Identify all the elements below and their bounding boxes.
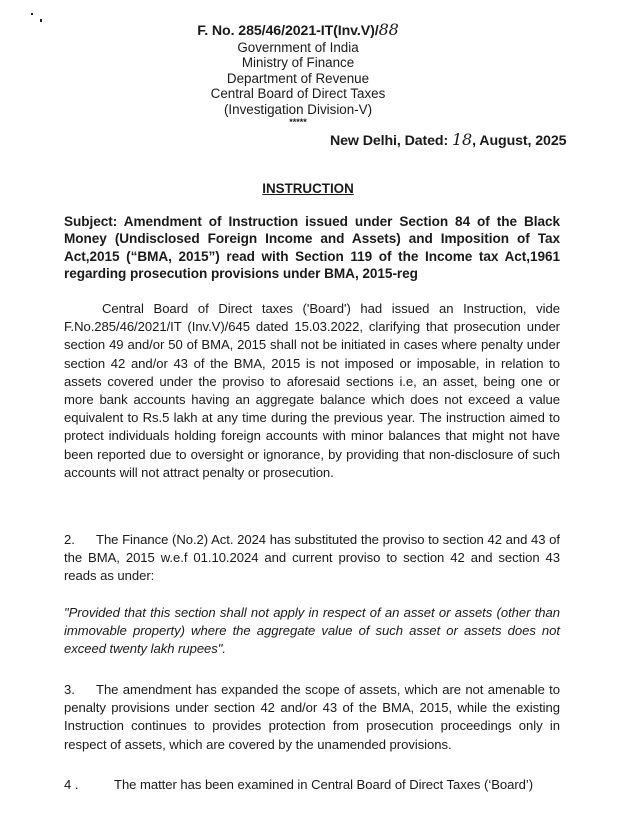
paragraph-1: Central Board of Direct taxes ('Board') had issued an Instruction, vide F.No.285/46/2021/IT (Inv.V)/645 dated 15.03.2022, clarifying that prosecution under section 49 and/or 50 of BMA, 2015 shall not be initiated in cases where penalty under section 42 and/or 43 of the BMA, 2015 is not imposed or imposable, in relation to assets covered under the proviso to aforesaid sections i.e, an asset, being one or more bank accounts having an aggregate balance which does not exceed a value equivalent to Rs.5 lakh at any time during the previous year. The instruction aimed to protect individuals holding foreign accounts with minor balances that might not have been reported due to oversight or ignorance, by providing that non-disclosure of such accounts will not attract penalty or prosecution. bbox=[64, 301, 560, 480]
letterhead-line-government: Government of India bbox=[237, 39, 359, 55]
scan-speck bbox=[40, 19, 42, 22]
paragraph-3: 3. The amendment has expanded the scope of assets, which are not amenable to penalty provisions under section 42 and/or 43 of the BMA, 2015, while the existing Instruction continues to provides protection from prosecution proceedings only in respect of assets, which are covered by the unamended provisions. bbox=[64, 682, 560, 752]
handwritten-file-number: 88 bbox=[378, 20, 399, 39]
letterhead-line-division: (Investigation Division-V) bbox=[223, 101, 373, 117]
letterhead-line-ministry: Ministry of Finance bbox=[241, 55, 355, 71]
letterhead bbox=[150, 22, 446, 127]
letterhead-line-board: Central Board of Direct Taxes bbox=[210, 86, 386, 102]
separator-stars: ***** bbox=[289, 116, 307, 127]
handwritten-day: 18 bbox=[451, 130, 473, 149]
paragraph-number: 2. bbox=[64, 532, 75, 547]
file-number: F. No. 285/46/2021-IT(Inv.V)/88 bbox=[197, 20, 399, 39]
dateline: New Delhi, Dated: 18, August, 2025 bbox=[330, 130, 567, 149]
quoted-proviso: "Provided that this section shall not apply in respect of an asset or assets (other than immovable property) where the aggregate value of such asset or assets does not exceed twenty lakh rupees". bbox=[64, 605, 560, 657]
paragraph-2: 2. The Finance (No.2) Act. 2024 has substituted the proviso to section 42 and 43 of the BMA, 2015 w.e.f 01.10.2024 and current proviso to section 42 and section 43 reads as under: bbox=[64, 532, 560, 584]
paragraph-number: 3. bbox=[64, 682, 75, 697]
document-title: INSTRUCTION bbox=[262, 181, 354, 196]
scan-speck bbox=[31, 13, 33, 15]
paragraph-number: 4 . bbox=[64, 777, 79, 792]
paragraph-4: 4 . The matter has been examined in Central Board of Direct Taxes (‘Board’) bbox=[64, 776, 560, 794]
subject: Subject: Amendment of Instruction issued under Section 84 of the Black Money (Undisclosed Foreign Income and Assets) and Imposition of Tax Act,2015 (“BMA, 2015”) read with Section 119 of the Income tax Act,1961 regarding prosecution provisions under BMA, 2015-reg bbox=[64, 214, 560, 282]
letterhead-line-department: Department of Revenue bbox=[226, 70, 370, 86]
